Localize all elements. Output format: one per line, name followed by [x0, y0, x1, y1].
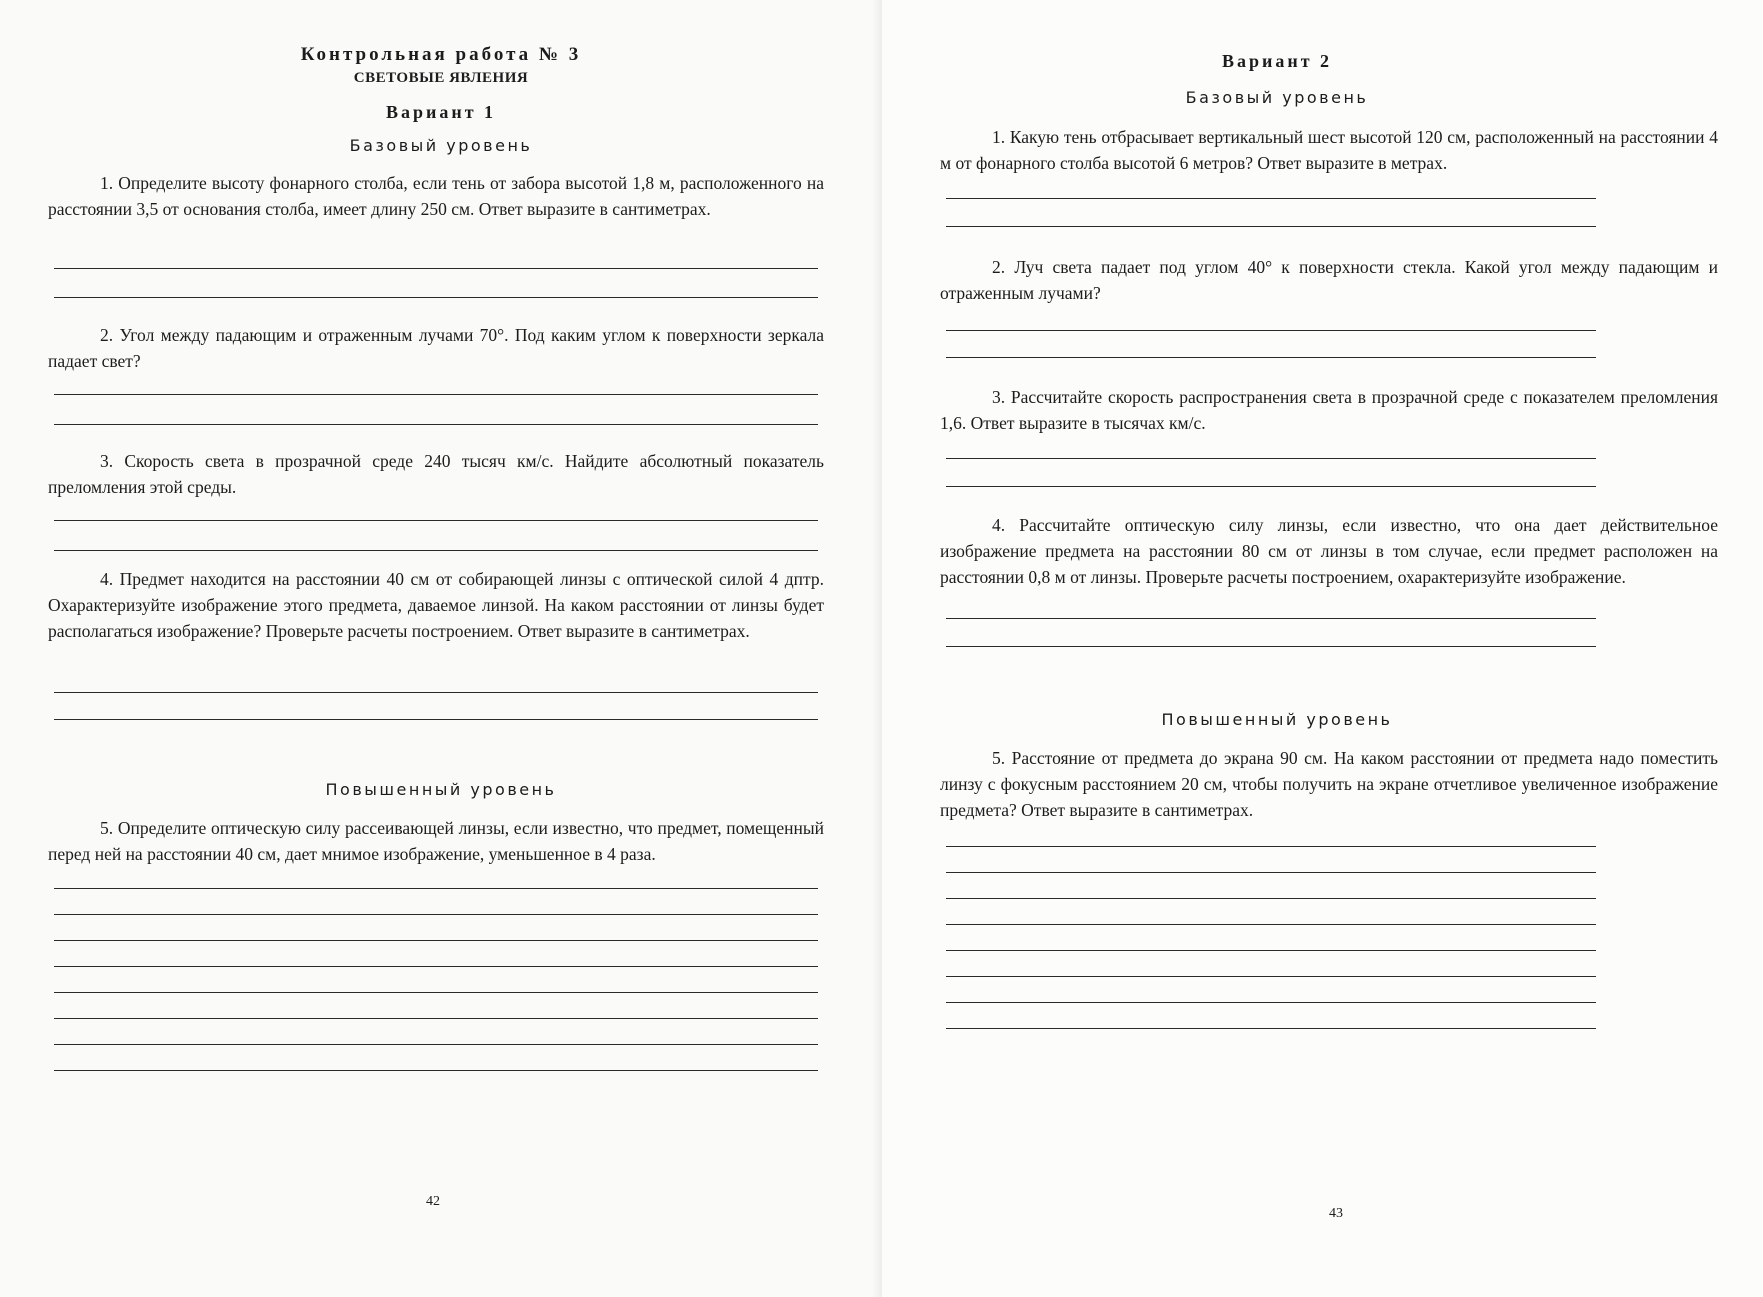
answer-line [946, 330, 1596, 331]
answer-line [54, 424, 818, 425]
answer-line [54, 394, 818, 395]
task-3: 3. Рассчитайте скорость распространения света в прозрачной среде с показателем преломления 1,6. Ответ выразите в тысячах км/с. [940, 387, 1718, 433]
answer-line [54, 692, 818, 693]
answer-line [946, 950, 1596, 951]
answer-line [54, 268, 818, 269]
answer-line [54, 914, 818, 915]
work-subtitle: СВЕТОВЫЕ ЯВЛЕНИЯ [353, 70, 529, 86]
answer-line [54, 888, 818, 889]
page-number: 43 [1329, 1206, 1343, 1221]
answer-line [54, 550, 818, 551]
answer-line [946, 872, 1596, 873]
answer-line [946, 646, 1596, 647]
answer-line [54, 297, 818, 298]
answer-line [946, 486, 1596, 487]
answer-line [946, 357, 1596, 358]
answer-line [54, 992, 818, 993]
task-1: 1. Определите высоту фонарного столба, если тень от забора высотой 1,8 м, расположенного на расстоянии 3,5 от основания столба, имеет длину 250 см. Ответ выразите в сантиметрах. [48, 173, 824, 219]
answer-line [946, 898, 1596, 899]
answer-line [54, 719, 818, 720]
task-3: 3. Скорость света в прозрачной среде 240 тысяч км/с. Найдите абсолютный показатель преломления этой среды. [48, 451, 824, 497]
task-2: 2. Луч света падает под углом 40° к поверхности стекла. Какой угол между падающим и отраженным лучами? [940, 257, 1718, 303]
task-1: 1. Какую тень отбрасывает вертикальный шест высотой 120 см, расположенный на расстоянии 4 м от фонарного столба высотой 6 метров? Ответ выразите в метрах. [940, 127, 1718, 173]
variant-2-heading: Вариант 2 [1221, 51, 1333, 71]
base-level-heading: Базовый уровень [1185, 88, 1369, 107]
right-page [882, 0, 1763, 1297]
task-4: 4. Предмет находится на расстоянии 40 см от собирающей линзы с оптической силой 4 дптр. Охарактеризуйте изображение этого предмета, даваемое линзой. На каком расстоянии от линзы будет располагаться изображение? Проверьте расчеты построением. Ответ выразите в сантиметрах. [48, 569, 824, 641]
task-5: 5. Определите оптическую силу рассеивающей линзы, если известно, что предмет, помещенный перед ней на расстоянии 40 см, дает мнимое изображение, уменьшенное в 4 раза. [48, 818, 824, 864]
variant-1-heading: Вариант 1 [385, 102, 497, 122]
task-4: 4. Рассчитайте оптическую силу линзы, если известно, что она дает действительное изображение предмета на расстоянии 80 см от линзы в том случае, если предмет расположен на расстоянии 0,8 м от линзы. Проверьте расчеты построением, охарактеризуйте изображение. [940, 515, 1718, 587]
answer-line [54, 1070, 818, 1071]
page-number: 42 [426, 1194, 440, 1209]
task-5: 5. Расстояние от предмета до экрана 90 см. На каком расстоянии от предмета надо поместить линзу с фокусным расстоянием 20 см, чтобы получить на экране отчетливое увеличенное изображение предмета? Ответ выразите в сантиметрах. [940, 748, 1718, 820]
answer-line [54, 1044, 818, 1045]
answer-line [946, 846, 1596, 847]
answer-line [946, 1002, 1596, 1003]
answer-line [946, 618, 1596, 619]
advanced-level-heading: Повышенный уровень [325, 780, 557, 799]
answer-line [54, 966, 818, 967]
answer-line [946, 976, 1596, 977]
answer-line [54, 1018, 818, 1019]
advanced-level-heading: Повышенный уровень [1161, 710, 1393, 729]
answer-line [54, 940, 818, 941]
answer-line [946, 1028, 1596, 1029]
answer-line [946, 198, 1596, 199]
answer-line [946, 924, 1596, 925]
answer-line [54, 520, 818, 521]
task-2: 2. Угол между падающим и отраженным лучами 70°. Под каким углом к поверхности зеркала падает свет? [48, 325, 824, 371]
base-level-heading: Базовый уровень [349, 136, 533, 155]
answer-line [946, 226, 1596, 227]
answer-line [946, 458, 1596, 459]
work-title: Контрольная работа № 3 [300, 44, 582, 65]
